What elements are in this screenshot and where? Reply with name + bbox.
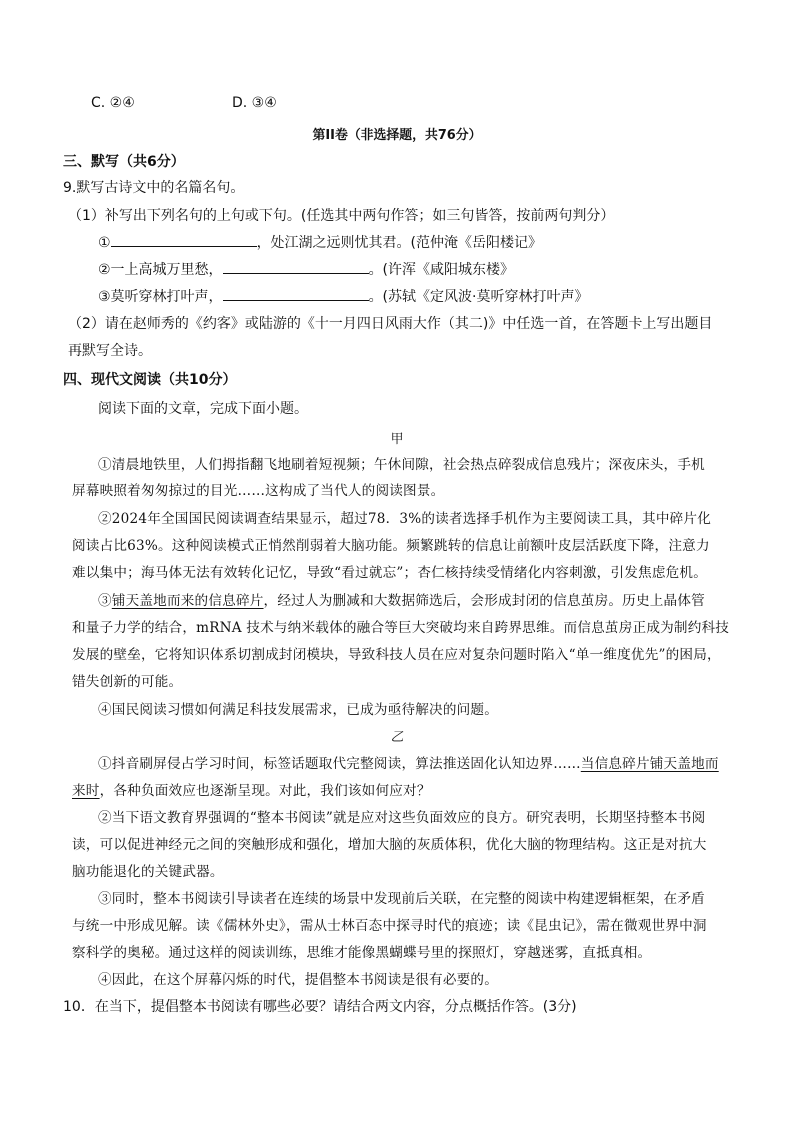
answer-blank-2[interactable] [223, 259, 369, 274]
part-title: 第II卷（非选择题，共76分） [312, 128, 482, 143]
jia-p3-line1: ③铺天盖地而来的信息碎片，经过人为删减和大数据筛选后，会形成封闭的信息茧房。历史上晶体管 [98, 593, 705, 609]
jia-p1-line1: ①清晨地铁里，人们拇指翻飞地刷着短视频；午休间隙，社会热点碎裂成信息残片；深夜床头，手机 [98, 457, 705, 473]
jia-p2-line2: 阅读占比63%。这种阅读模式正悄然削弱着大脑功能。频繁跳转的信息让前额叶皮层活跃度下降，注意力 [72, 538, 710, 554]
fill-item-2: ②一上高城万里愁， 。(许浑《咸阳城东楼》 [98, 259, 514, 279]
jia-p1-line2: 屏幕映照着匆匆掠过的目光……这构成了当代人的阅读图景。 [72, 483, 445, 499]
jia-p2-line3: 难以集中；海马体无法有效转化记忆，导致“看过就忘”；杏仁核持续受情绪化内容刺激，引发焦虑危机。 [72, 565, 708, 581]
answer-blank-3[interactable] [223, 286, 369, 301]
jia-p4: ④国民阅读习惯如何满足科技发展需求，已成为亟待解决的问题。 [98, 702, 499, 718]
fill-item-3: ③莫听穿林打叶声， 。(苏轼《定风波·莫听穿林打叶声》 [98, 286, 588, 306]
question-9: 9.默写古诗文中的名篇名句。 [63, 180, 245, 196]
section-4-title: 四、现代文阅读（共10分） [63, 372, 237, 388]
question-9-sub2-line1: （2）请在赵师秀的《约客》或陆游的《十一月四日风雨大作（其二)》中任选一首，在答题卡上写出题目 [68, 316, 713, 332]
jia-p3-line3: 发展的壁垒，它将知识体系切割成封闭模块，导致科技人员在应对复杂问题时陷入“单一维度优先”的困局， [72, 647, 721, 663]
yi-p4: ④因此，在这个屏幕闪烁的时代，提倡整本书阅读是很有必要的。 [98, 972, 499, 988]
section-3-title: 三、默写（共6分） [63, 154, 185, 170]
yi-p2-line3: 脑功能退化的关键武器。 [72, 864, 224, 880]
fill-item-1: ① ，处江湖之远则忧其君。(范仲淹《岳阳楼记》 [98, 232, 542, 252]
answer-blank-1[interactable] [111, 232, 257, 247]
jia-p2-line1: ②2024年全国国民阅读调查结果显示，超过78．3%的读者选择手机作为主要阅读工具，其中碎片化 [98, 511, 712, 527]
yi-p3-line1: ③同时，整本书阅读引导读者在连续的场景中发现前后关联，在完整的阅读中构建逻辑框架，在矛盾 [98, 891, 705, 907]
yi-p1-line2: 来时，各种负面效应也逐渐呈现。对此，我们该如何应对？ [72, 783, 431, 799]
passage-yi-title: 乙 [390, 730, 404, 745]
question-10: 10．在当下，提倡整本书阅读有哪些必要？请结合两文内容，分点概括作答。(3分) [63, 999, 577, 1015]
passage-jia-title: 甲 [390, 432, 404, 447]
option-d: D. ③④ [232, 95, 277, 111]
option-c: C. ②④ [91, 95, 135, 111]
question-9-sub1: （1）补写出下列名句的上句或下句。(任选其中两句作答；如三句皆答，按前两句判分） [68, 208, 615, 224]
underlined-phrase-jia: 铺天盖地而来的信息碎片 [111, 593, 264, 609]
yi-p1-line1: ①抖音刷屏侵占学习时间，标签话题取代完整阅读，算法推送固化认知边界……当信息碎片铺天盖地而 [98, 756, 719, 772]
reading-instruction: 阅读下面的文章，完成下面小题。 [98, 401, 308, 417]
yi-p2-line2: 读，可以促进神经元之间的突触形成和强化，增加大脑的灰质体积，优化大脑的物理结构。这正是对抗大 [72, 837, 707, 853]
jia-p3-line2: 和量子力学的结合，mRNA 技术与纳米载体的融合等巨大突破均来自跨界思维。而信息茧房正成为制约科技 [72, 620, 730, 636]
yi-p3-line3: 察科学的奥秘。通过这样的阅读训练，思维才能像黑蝴蝶号里的探照灯，穿越迷雾，直抵真相。 [72, 945, 652, 961]
underlined-phrase-yi: 当信息碎片铺天盖地而 [580, 756, 719, 772]
question-9-sub2-line2: 再默写全诗。 [68, 343, 152, 359]
yi-p3-line2: 与统一中形成见解。读《儒林外史》，需从士林百态中探寻时代的痕迹；读《昆虫记》，需在微观世界中洞 [72, 918, 707, 934]
yi-p2-line1: ②当下语文教育界强调的“整本书阅读”就是应对这些负面效应的良方。研究表明，长期坚持整本书阅 [98, 810, 706, 826]
jia-p3-line4: 错失创新的可能。 [72, 674, 183, 690]
